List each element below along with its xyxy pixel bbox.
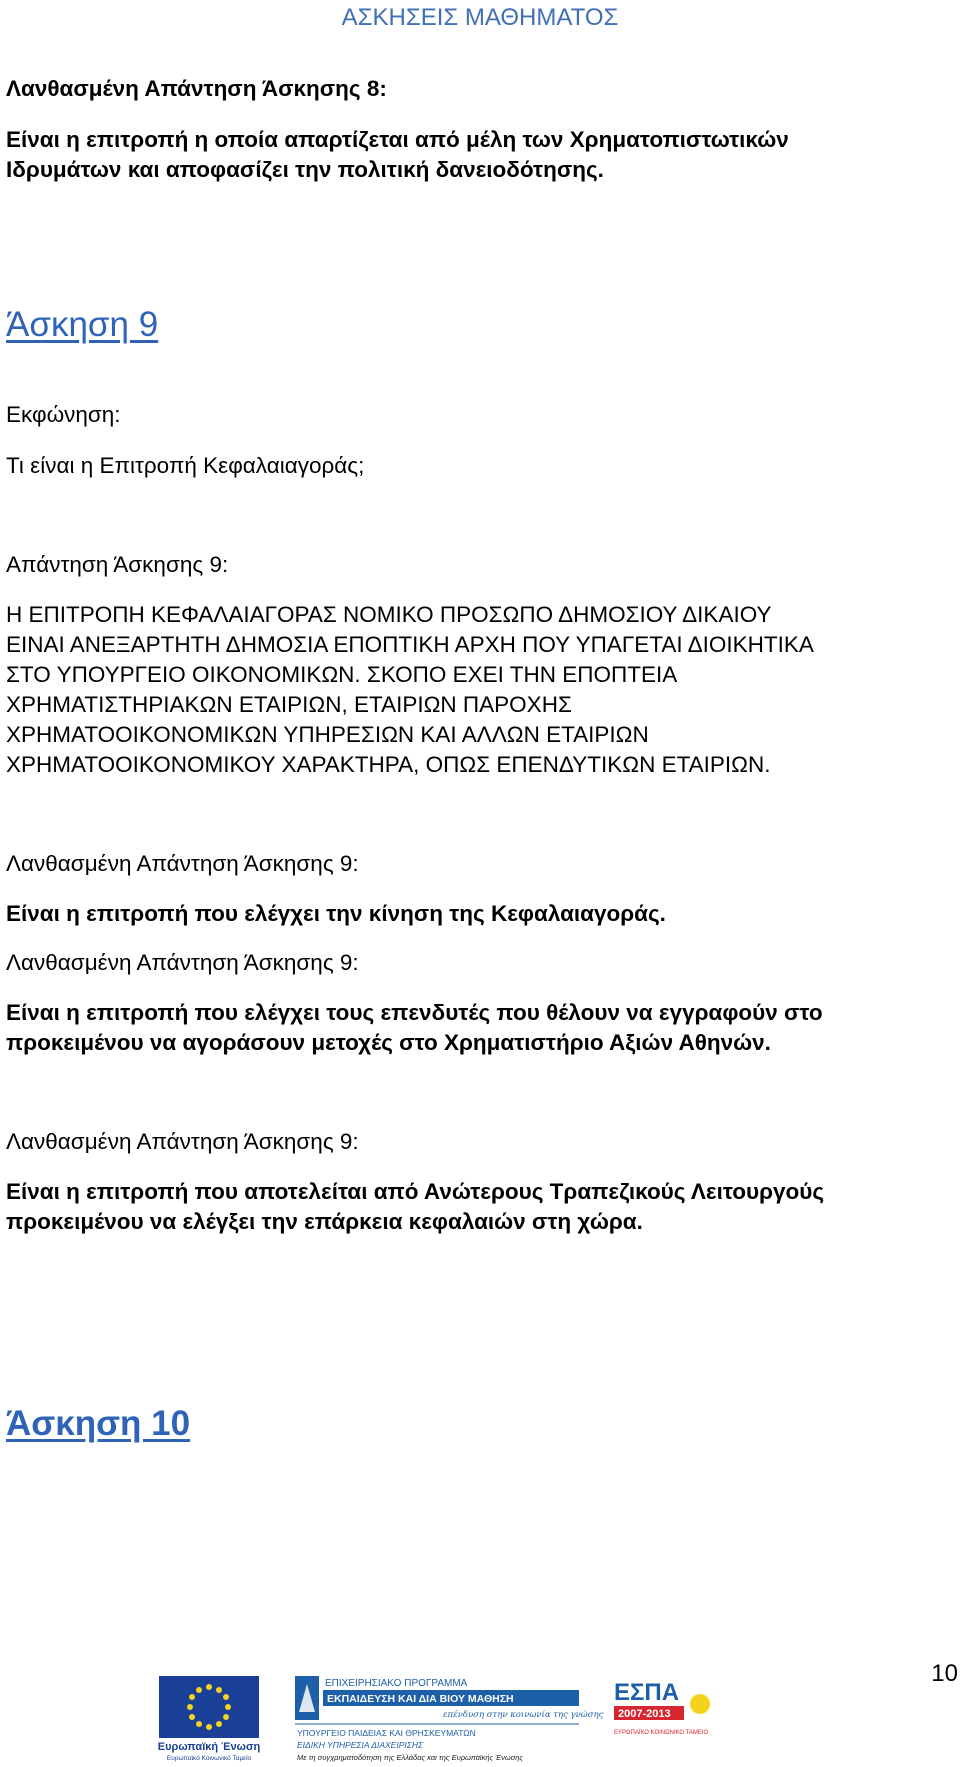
- wrong-answer-9-text-2-line-1: Είναι η επιτροπή που ελέγχει τους επενδυτές που θέλουν να εγγραφούν στο: [6, 1000, 823, 1025]
- exercise-9-question: Τι είναι η Επιτροπή Κεφαλαιαγοράς;: [6, 453, 365, 478]
- wrong-answer-9-label-2: Λανθασμένη Απάντηση Άσκησης 9:: [6, 950, 359, 975]
- program-logo: [293, 1672, 604, 1762]
- eu-logo-subtext: Ευρωπαϊκό Κοινωνικό Ταμείο: [166, 1755, 252, 1762]
- wrong-answer-8-label: Λανθασμένη Απάντηση Άσκησης 8:: [6, 76, 387, 101]
- page-number: 10: [931, 1660, 958, 1687]
- espa-sun-icon: [690, 1694, 710, 1714]
- wrong-answer-8-line-1: Είναι η επιτροπή η οποία απαρτίζεται από μέλη των Χρηματοπιστωτικών: [6, 127, 789, 152]
- answer-9-line-1: Η ΕΠΙΤΡΟΠΗ ΚΕΦΑΛΑΙΑΓΟΡΑΣ ΝΟΜΙΚΟ ΠΡΟΣΩΠΟ ΔΗΜΟΣΙΟΥ ΔΙΚΑΙΟΥ: [6, 602, 772, 627]
- wrong-answer-9-text-2-line-2: προκειμένου να αγοράσουν μετοχές στο Χρηματιστήριο Αξιών Αθηνών.: [6, 1030, 771, 1055]
- exercise-9-prompt-label: Εκφώνηση:: [6, 402, 121, 427]
- program-service: ΕΙΔΙΚΗ ΥΠΗΡΕΣΙΑ ΔΙΑΧΕΙΡΙΣΗΣ: [297, 1740, 424, 1750]
- eu-logo: [155, 1674, 263, 1762]
- espa-title: ΕΣΠΑ: [614, 1679, 680, 1706]
- footer-logos: [155, 1672, 715, 1762]
- answer-9-line-4: ΧΡΗΜΑΤΙΣΤΗΡΙΑΚΩΝ ΕΤΑΙΡΙΩΝ, ΕΤΑΙΡΙΩΝ ΠΑΡΟΧΗΣ: [6, 692, 572, 717]
- wrong-answer-9-text-1: Είναι η επιτροπή που ελέγχει την κίνηση της Κεφαλαιαγοράς.: [6, 901, 666, 926]
- eu-flag-icon: [155, 1674, 263, 1762]
- program-slogan: επένδυση στην κοινωνία της γνώσης: [443, 1710, 604, 1720]
- answer-9-line-3: ΣΤΟ ΥΠΟΥΡΓΕΙΟ ΟΙΚΟΝΟΜΙΚΩΝ. ΣΚΟΠΟ ΕΧΕΙ ΤΗΝ ΕΠΟΠΤΕΙΑ: [6, 662, 678, 687]
- page-header-title: ΑΣΚΗΣΕΙΣ ΜΑΘΗΜΑΤΟΣ: [341, 4, 619, 31]
- espa-logo: [610, 1674, 720, 1742]
- program-line-1: ΕΠΙΧΕΙΡΗΣΙΑΚΟ ΠΡΟΓΡΑΜΜΑ: [325, 1678, 468, 1689]
- wrong-answer-9-label-1: Λανθασμένη Απάντηση Άσκησης 9:: [6, 851, 359, 876]
- espa-years: 2007-2013: [618, 1708, 671, 1720]
- exercise-9-heading: Άσκηση 9: [6, 305, 159, 344]
- wrong-answer-9-text-3-line-2: προκειμένου να ελέγξει την επάρκεια κεφαλαιών στη χώρα.: [6, 1209, 643, 1234]
- eu-logo-text: Ευρωπαϊκή Ένωση: [157, 1741, 261, 1753]
- answer-9-line-2: ΕΙΝΑΙ ΑΝΕΞΑΡΤΗΤΗ ΔΗΜΟΣΙΑ ΕΠΟΠΤΙΚΗ ΑΡΧΗ ΠΟΥ ΥΠΑΓΕΤΑΙ ΔΙΟΙΚΗΤΙΚΑ: [6, 632, 814, 657]
- exercise-10-heading: Άσκηση 10: [6, 1404, 191, 1443]
- wrong-answer-9-label-3: Λανθασμένη Απάντηση Άσκησης 9:: [6, 1129, 359, 1154]
- espa-subtext: ΕΥΡΩΠΑΪΚΟ ΚΟΙΝΩΝΙΚΟ ΤΑΜΕΙΟ: [614, 1730, 709, 1736]
- exercise-9-answer-label: Απάντηση Άσκησης 9:: [6, 552, 229, 577]
- wrong-answer-9-text-3-line-1: Είναι η επιτροπή που αποτελείται από Ανώτερους Τραπεζικούς Λειτουργούς: [6, 1179, 825, 1204]
- answer-9-line-6: ΧΡΗΜΑΤΟΟΙΚΟΝΟΜΙΚΟΥ ΧΑΡΑΚΤΗΡΑ, ΟΠΩΣ ΕΠΕΝΔΥΤΙΚΩΝ ΕΤΑΙΡΙΩΝ.: [6, 752, 771, 777]
- answer-9-line-5: ΧΡΗΜΑΤΟΟΙΚΟΝΟΜΙΚΩΝ ΥΠΗΡΕΣΙΩΝ ΚΑΙ ΑΛΛΩΝ ΕΤΑΙΡΙΩΝ: [6, 722, 649, 747]
- wrong-answer-8-line-2: Ιδρυμάτων και αποφασίζει την πολιτική δανειοδότησης.: [6, 157, 604, 182]
- cofund-text: Με τη συγχρηματοδότηση της Ελλάδας και της Ευρωπαϊκής Ένωσης: [297, 1753, 524, 1762]
- program-line-2: ΕΚΠΑΙΔΕΥΣΗ ΚΑΙ ΔΙΑ ΒΙΟΥ ΜΑΘΗΣΗ: [327, 1693, 514, 1705]
- program-ministry: ΥΠΟΥΡΓΕΙΟ ΠΑΙΔΕΙΑΣ ΚΑΙ ΘΡΗΣΚΕΥΜΑΤΩΝ: [297, 1728, 476, 1738]
